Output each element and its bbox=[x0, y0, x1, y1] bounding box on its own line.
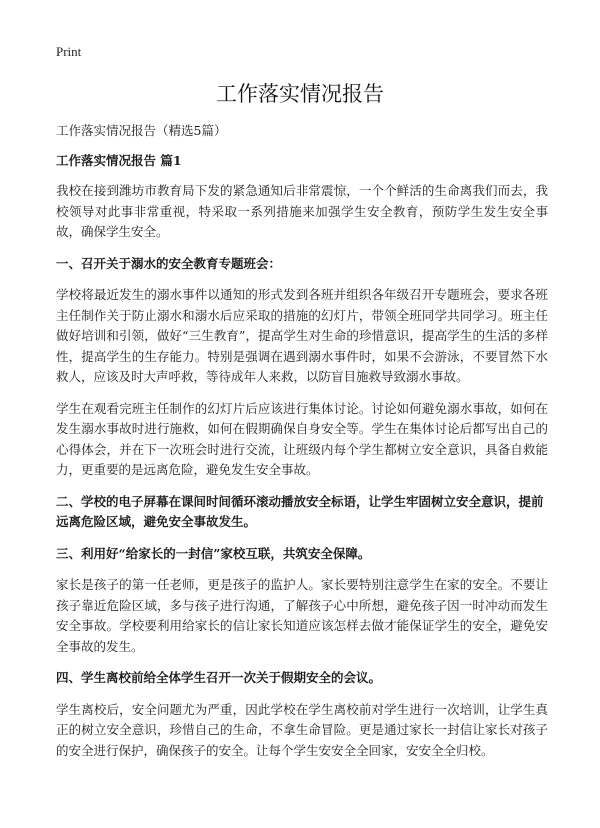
heading-drowning-meeting: 一、召开关于溺水的安全教育专题班会： bbox=[56, 255, 282, 271]
page-title: 工作落实情况报告 bbox=[216, 82, 384, 106]
section-title: 工作落实情况报告 篇1 bbox=[56, 153, 182, 168]
heading-holiday-meeting: 四、学生离校前给全体学生召开一次关于假期安全的会议。 bbox=[56, 670, 382, 685]
paragraph-holiday-safety: 学生离校后，安全问题尤为严重，因此学校在学生离校前对学生进行一次培训，让学生真正的树立安全意识，珍惜自己的生命，不拿生命冒险。更是通过家长一封信让家长对孩子的安全进行保护，确保孩子的安全。让每个学生安安全全回家，安安全全归校。 bbox=[56, 701, 548, 758]
paragraph-discussion: 学生在观看完班主任制作的幻灯片后应该进行集体讨论。讨论如何避免溺水事故，如何在发生溺水事故时进行施救，如何在假期确保自身安全等。学生在集体讨论后都写出自己的心得体会，并在下一次班会时进行交流，让班级内每个学生都树立安全意识，具备自救能力，更重要的是远离危险，避免发生安全事故。 bbox=[56, 400, 548, 477]
paragraph-parents: 家长是孩子的第一任老师，更是孩子的监护人。家长要特别注意学生在家的安全。不要让孩子靠近危险区域，多与孩子进行沟通，了解孩子心中所想，避免孩子因一时冲动而发生安全事故。学校要利用给家长的信让家长知道应该怎样去做才能保证学生的安全，避免安全事故的发生。 bbox=[56, 577, 548, 654]
heading-parent-letter: 三、利用好“给家长的一封信”家校互联，共筑安全保障。 bbox=[56, 545, 371, 561]
paragraph-class-meeting: 学校将最近发生的溺水事件以通知的形式发到各班并组织各年级召开专题班会，要求各班主任制作关于防止溺水和溺水后应采取的措施的幻灯片，带领全班同学共同学习。班主任做好培训和引领，做好“三生教育”，提高学生对生命的珍惜意识，提高学生的生活的多样性，提高学生的生存能力。特别是强调在遇到溺水事件时，如果不会游泳，不要冒然下水救人，应该及时大声呼救，等待成年人来救，以防盲目施救导致溺水事故。 bbox=[56, 287, 548, 384]
document-subtitle: 工作落实情况报告（精选5篇） bbox=[56, 123, 227, 138]
print-link[interactable]: Print bbox=[56, 44, 82, 59]
document-body bbox=[56, 122, 548, 772]
heading-electronic-screen: 二、学校的电子屏幕在课间时间循环滚动播放安全标语，让学生牢固树立安全意识，提前远离危险区域，避免安全事故发生。 bbox=[56, 493, 544, 529]
intro-paragraph: 我校在接到潍坊市教育局下发的紧急通知后非常震惊，一个个鲜活的生命离我们而去，我校领导对此事非常重视，特采取一系列措施来加强学生安全教育，预防学生发生安全事故，确保学生安全。 bbox=[56, 183, 548, 239]
